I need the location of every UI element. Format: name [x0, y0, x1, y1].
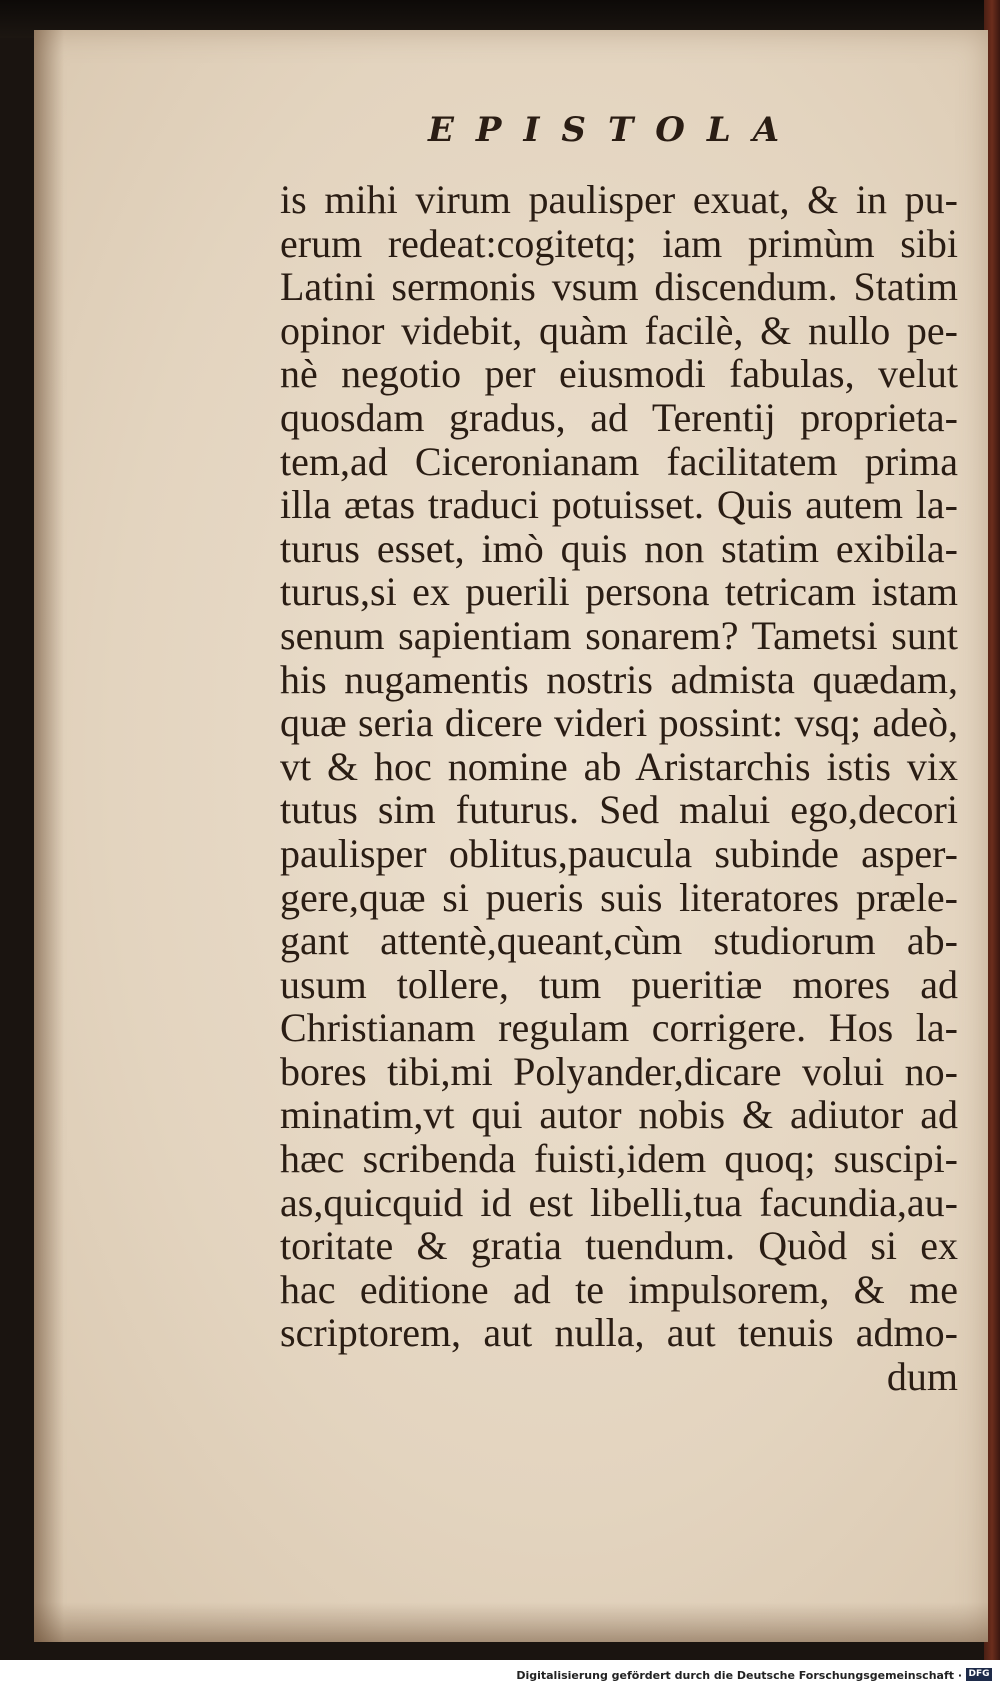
- text-line: opinor videbit, quàm facilè, & nullo pe-: [280, 307, 958, 353]
- text-line: illa ætas traduci potuisset. Quis autem la-: [280, 482, 958, 528]
- text-line: quosdam gradus, ad Terentij proprieta-: [280, 394, 958, 440]
- text-line: senum sapientiam sonarem? Tametsi sunt: [280, 612, 958, 658]
- text-line: tem,ad Ciceronianam facilitatem prima: [280, 438, 958, 484]
- text-line: nè negotio per eiusmodi fabulas, velut: [280, 351, 958, 397]
- page-body-text: [280, 178, 958, 1399]
- text-line: turus,si ex puerili persona tetricam istam: [280, 569, 958, 615]
- text-line: tutus sim futurus. Sed malui ego,decori: [280, 787, 958, 833]
- text-line: quæ seria dicere videri possint: vsq; adeò,: [280, 700, 958, 746]
- text-line: minatim,vt qui autor nobis & adiutor ad: [280, 1092, 958, 1138]
- text-line: paulisper oblitus,paucula subinde asper-: [280, 830, 958, 876]
- text-line: as,quicquid id est libelli,tua facundia,au-: [280, 1179, 958, 1225]
- text-line: is mihi virum paulisper exuat, & in pu-: [280, 177, 958, 222]
- text-line: turus esset, imò quis non statim exibila-: [280, 525, 958, 571]
- text-line: bores tibi,mi Polyander,dicare volui no-: [280, 1048, 958, 1094]
- text-line: toritate & gratia tuendum. Quòd si ex: [280, 1223, 958, 1269]
- text-line: Latini sermonis vsum discendum. Statim: [280, 264, 958, 310]
- text-line: Christianam regulam corrigere. Hos la-: [280, 1005, 958, 1051]
- text-line: vt & hoc nomine ab Aristarchis istis vix: [280, 743, 958, 789]
- text-line: erum redeat:cogitetq; iam primùm sibi: [280, 220, 958, 266]
- catchword: dum: [886, 1354, 958, 1400]
- text-line: hac editione ad te impulsorem, & me: [280, 1266, 958, 1312]
- text-line: hæc scribenda fuisti,idem quoq; suscipi-: [280, 1136, 958, 1182]
- running-title: EPISTOLA: [428, 110, 802, 150]
- digitization-credit: Digitalisierung gefördert durch die Deutsche Forschungsgemeinschaft ·: [516, 1669, 962, 1682]
- dfg-logo: DFG: [966, 1668, 992, 1681]
- text-line: gere,quæ si pueris suis literatores præle-: [280, 874, 958, 920]
- text-line: scriptorem, aut nulla, aut tenuis admo-: [280, 1310, 958, 1356]
- gutter-shadow: [34, 30, 64, 1642]
- text-line: gant attentè,queant,cùm studiorum ab-: [280, 918, 958, 964]
- text-line: his nugamentis nostris admista quædam,: [280, 656, 958, 702]
- text-line: usum tollere, tum pueritiæ mores ad: [280, 961, 958, 1007]
- page-bottom-shadow: [34, 1602, 988, 1642]
